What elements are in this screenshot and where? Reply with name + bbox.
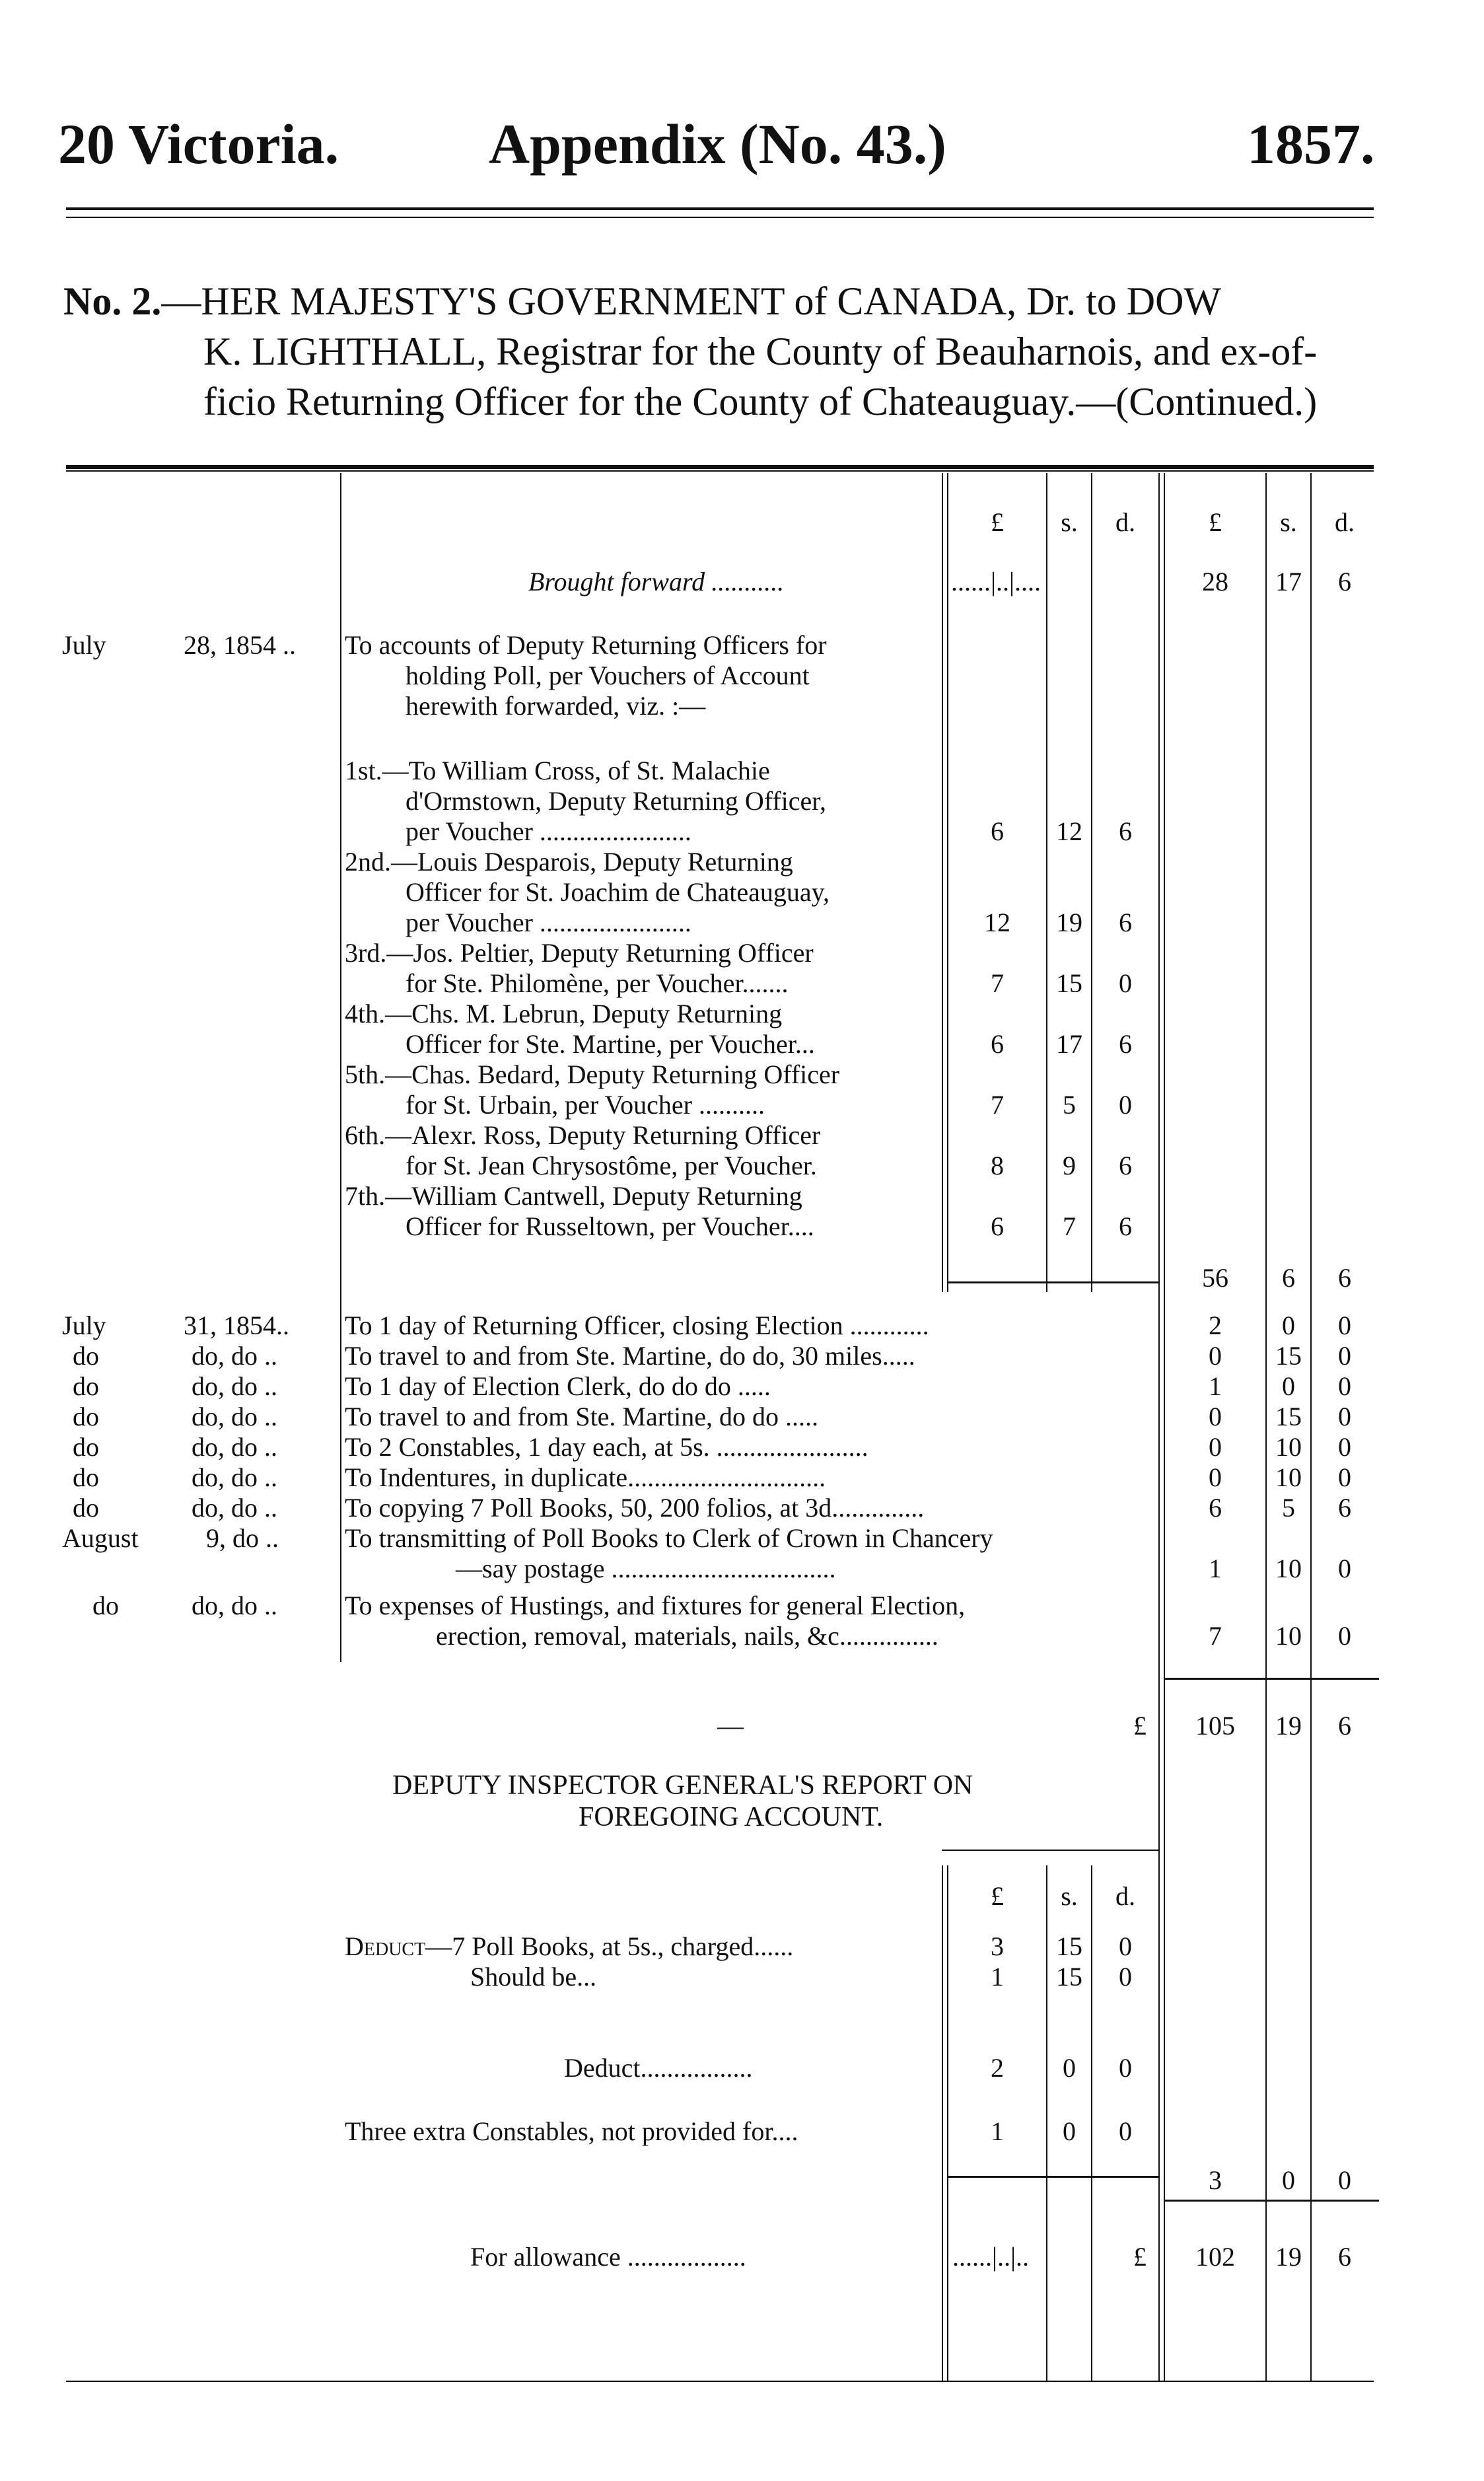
item6-line1: 6th.—Alexr. Ross, Deputy Returning Officer [345,1120,821,1150]
charge9-pence: 0 [1338,1621,1351,1651]
charge6-pence: 0 [1338,1462,1351,1492]
entry1-line2: holding Poll, per Vouchers of Account [406,661,810,690]
charge4-pence: 0 [1338,1402,1351,1431]
outer-pound-heading: £ [1209,507,1222,537]
title-line3: ficio Returning Officer for the County of Chateauguay.—(Continued.) [203,380,1318,423]
charge3-month: do [73,1371,99,1401]
item2-pence: 6 [1119,908,1132,937]
item3-pound: 7 [991,968,1004,998]
deduct-sum-pence: 0 [1338,2165,1351,2195]
charge7-pence: 6 [1338,1493,1351,1523]
charge1-pound: 2 [1209,1311,1222,1340]
item2-line1: 2nd.—Louis Desparois, Deputy Returning [345,847,793,877]
charge2-pound: 0 [1209,1341,1222,1371]
item5-line1: 5th.—Chas. Bedard, Deputy Returning Officer [345,1060,840,1089]
charge5-pence: 0 [1338,1432,1351,1462]
title-line2: K. LIGHTHALL, Registrar for the County of Beauharnois, and ex-of- [203,330,1318,373]
deduct-pence-heading: d. [1115,1881,1135,1911]
charge5-shilling: 10 [1275,1432,1302,1462]
entry1-month: July [62,630,106,660]
deduct-pound-heading: £ [991,1881,1004,1911]
subtotal1-pence: 6 [1338,1263,1351,1293]
deduct-subtotal-shilling: 0 [1063,2053,1076,2083]
vline-inner-left-a [942,473,943,1292]
charge8-pound: 1 [1209,1554,1222,1583]
charge5-pound: 0 [1209,1432,1222,1462]
extra-constables-shilling: 0 [1063,2116,1076,2146]
charge8-text: To transmitting of Poll Books to Clerk of Crown in Chancery [345,1523,993,1553]
item6-pence: 6 [1119,1151,1132,1180]
table-bottom-rule [66,2381,1374,2382]
charge5-text: To 2 Constables, 1 day each, at 5s. ....................... [345,1432,868,1462]
item6-pound: 8 [991,1151,1004,1180]
item3-line1: 3rd.—Jos. Peltier, Deputy Returning Officer [345,938,814,968]
charge8-month: August [62,1523,139,1553]
item1-pence: 6 [1119,816,1132,846]
subtotal1-pound: 56 [1202,1263,1228,1293]
deduct-line2-shilling: 15 [1056,1962,1082,1992]
total-rule [1165,1678,1379,1680]
deduct-line1-pence: 0 [1119,1931,1132,1961]
charge8-day: 9, do .. [206,1523,279,1553]
inner-shilling-heading: s. [1061,507,1078,537]
charge6-pound: 0 [1209,1462,1222,1492]
charge7-month: do [73,1493,99,1523]
item5-pence: 0 [1119,1090,1132,1120]
charge2-text: To travel to and from Ste. Martine, do do, 30 miles..... [345,1341,915,1371]
item5-pound: 7 [991,1090,1004,1120]
charge1-day: 31, 1854.. [184,1311,289,1340]
item2-line2: Officer for St. Joachim de Chateauguay, [406,877,830,907]
outer-pence-heading: d. [1335,507,1355,537]
total-shilling: 19 [1275,1711,1302,1741]
item7-pence: 6 [1119,1211,1132,1241]
item1-line2: d'Ormstown, Deputy Returning Officer, [406,786,826,816]
item6-shilling: 9 [1063,1151,1076,1180]
header-rule-top [66,207,1374,210]
deduct-subtotal-pound: 2 [991,2053,1004,2083]
charge3-shilling: 0 [1282,1371,1295,1401]
header-right: 1857. [1247,112,1375,176]
brought-forward-pound: 28 [1202,567,1228,596]
charge2-month: do [73,1341,99,1371]
inner-pound-heading: £ [991,507,1004,537]
item7-line1: 7th.—William Cantwell, Deputy Returning [345,1181,802,1211]
item3-shilling: 15 [1056,968,1082,998]
deduct-line2: Should be... [470,1962,597,1992]
allowance-shilling: 19 [1275,2242,1302,2272]
total-pound: 105 [1195,1711,1235,1741]
charge3-pound: 1 [1209,1371,1222,1401]
item6-line2: for St. Jean Chrysostôme, per Voucher. [406,1151,817,1180]
brought-forward-shilling: 17 [1275,567,1302,596]
title-line1: —HER MAJESTY'S GOVERNMENT of CANADA, Dr. to DOW [161,279,1222,323]
inner-subtotal-rule [948,1281,1158,1283]
charge7-shilling: 5 [1282,1493,1295,1523]
allowance-pence: 6 [1338,2242,1351,2272]
item2-shilling: 19 [1056,908,1082,937]
total-symbol: £ [1133,1711,1147,1741]
charge8-pence: 0 [1338,1554,1351,1583]
deduct-sum-rule [948,2176,1158,2178]
charge9-day: do, do .. [192,1591,277,1620]
brought-forward-inner-dots: ......|..|.... [951,567,1042,596]
item2-pound: 12 [984,908,1010,937]
charge6-text: To Indentures, in duplicate.............................. [345,1462,826,1492]
charge6-month: do [73,1462,99,1492]
charge7-day: do, do .. [192,1493,277,1523]
brought-forward-pence: 6 [1338,567,1351,596]
vline-outer-left-a [1158,473,1160,2381]
charge4-pound: 0 [1209,1402,1222,1431]
item1-line1: 1st.—To William Cross, of St. Malachie [345,756,770,785]
report-heading-line1: DEPUTY INSPECTOR GENERAL'S REPORT ON [392,1770,973,1801]
allowance-label: For allowance .................. [470,2242,746,2272]
brought-forward-label: Brought forward ........... [528,567,785,596]
deduct-sum-pound: 3 [1209,2165,1222,2195]
item7-shilling: 7 [1063,1211,1076,1241]
charge1-month: July [62,1311,106,1340]
charge3-text: To 1 day of Election Clerk, do do do ..... [345,1371,771,1401]
inner-pence-heading: d. [1115,507,1135,537]
deduct-sum-shilling: 0 [1282,2165,1295,2195]
charge9-shilling: 10 [1275,1621,1302,1651]
charge1-shilling: 0 [1282,1311,1295,1340]
deduct-line1-shilling: 15 [1056,1931,1082,1961]
item3-pence: 0 [1119,968,1132,998]
charge9-month: do [92,1591,119,1620]
item3-line2: for Ste. Philomène, per Voucher....... [406,968,789,998]
allowance-symbol: £ [1133,2242,1147,2272]
charge3-day: do, do .. [192,1371,277,1401]
charge5-month: do [73,1432,99,1462]
charge3-pence: 0 [1338,1371,1351,1401]
charge6-shilling: 10 [1275,1462,1302,1492]
entry1-day: 28, 1854 .. [184,630,296,660]
vline-date [340,473,341,1662]
charge8-text2: —say postage .................................. [456,1554,836,1583]
deduct-subtotal-pence: 0 [1119,2053,1132,2083]
entry1-line3: herewith forwarded, viz. :— [406,691,706,721]
total-pence: 6 [1338,1711,1351,1741]
deduct-subtotal-label: Deduct................. [564,2053,753,2083]
deduct-word: Deduct [345,1931,426,1961]
charge2-shilling: 15 [1275,1341,1302,1371]
charge5-day: do, do .. [192,1432,277,1462]
allowance-inner-dots: ......|..|.. [952,2242,1030,2272]
item5-line2: for St. Urbain, per Voucher .......... [406,1090,765,1120]
item5-shilling: 5 [1063,1090,1076,1120]
item1-line3: per Voucher ....................... [406,816,691,846]
item7-pound: 6 [991,1211,1004,1241]
charge9-pound: 7 [1209,1621,1222,1651]
deduct-line1-pound: 3 [991,1931,1004,1961]
charge8-shilling: 10 [1275,1554,1302,1583]
outer-shilling-heading: s. [1280,507,1297,537]
header-left: 20 Victoria. [58,112,339,176]
charge9-text: To expenses of Hustings, and fixtures for general Election, [345,1591,966,1620]
charge4-month: do [73,1402,99,1431]
item4-shilling: 17 [1056,1029,1082,1059]
charge4-day: do, do .. [192,1402,277,1431]
total-dash: — [717,1711,744,1741]
deduct-line1: Deduct—7 Poll Books, at 5s., charged...... [345,1931,794,1961]
charge1-pence: 0 [1338,1311,1351,1340]
item4-line1: 4th.—Chs. M. Lebrun, Deputy Returning [345,999,783,1028]
subtotal1-shilling: 6 [1282,1263,1295,1293]
report-heading-line2: FOREGOING ACCOUNT. [579,1802,884,1832]
item7-line2: Officer for Russeltown, per Voucher.... [406,1211,814,1241]
title-prefix: No. 2. [63,279,162,323]
allowance-pound: 102 [1195,2242,1235,2272]
deduct-line2-pound: 1 [991,1962,1004,1992]
deduct-shilling-heading: s. [1061,1881,1078,1911]
deduct-line2-pence: 0 [1119,1962,1132,1992]
item4-line2: Officer for Ste. Martine, per Voucher... [406,1029,815,1059]
extra-constables-label: Three extra Constables, not provided for.... [345,2116,798,2146]
table-top-rule-thin [66,470,1374,472]
charge2-day: do, do .. [192,1341,277,1371]
item4-pound: 6 [991,1029,1004,1059]
table-top-rule [66,465,1374,469]
charge6-day: do, do .. [192,1462,277,1492]
deduct-vline-a [942,1865,943,2381]
charge1-text: To 1 day of Returning Officer, closing Election ............ [345,1311,929,1340]
item4-pence: 6 [1119,1029,1132,1059]
charge2-pence: 0 [1338,1341,1351,1371]
charge9-text2: erection, removal, materials, nails, &c............... [436,1621,938,1651]
header-center: Appendix (No. 43.) [489,112,946,176]
charge7-pound: 6 [1209,1493,1222,1523]
allowance-rule [1165,2200,1379,2202]
item1-pound: 6 [991,816,1004,846]
item2-line3: per Voucher ....................... [406,908,691,937]
item1-shilling: 12 [1056,816,1082,846]
charge7-text: To copying 7 Poll Books, 50, 200 folios, at 3d.............. [345,1493,925,1523]
extra-constables-pence: 0 [1119,2116,1132,2146]
entry1-line1: To accounts of Deputy Returning Officers for [345,630,827,660]
charge4-text: To travel to and from Ste. Martine, do do ..... [345,1402,819,1431]
charge4-shilling: 15 [1275,1402,1302,1431]
header-rule-bottom [66,217,1374,218]
deduct-table-top-rule [942,1850,1160,1851]
extra-constables-pound: 1 [991,2116,1004,2146]
